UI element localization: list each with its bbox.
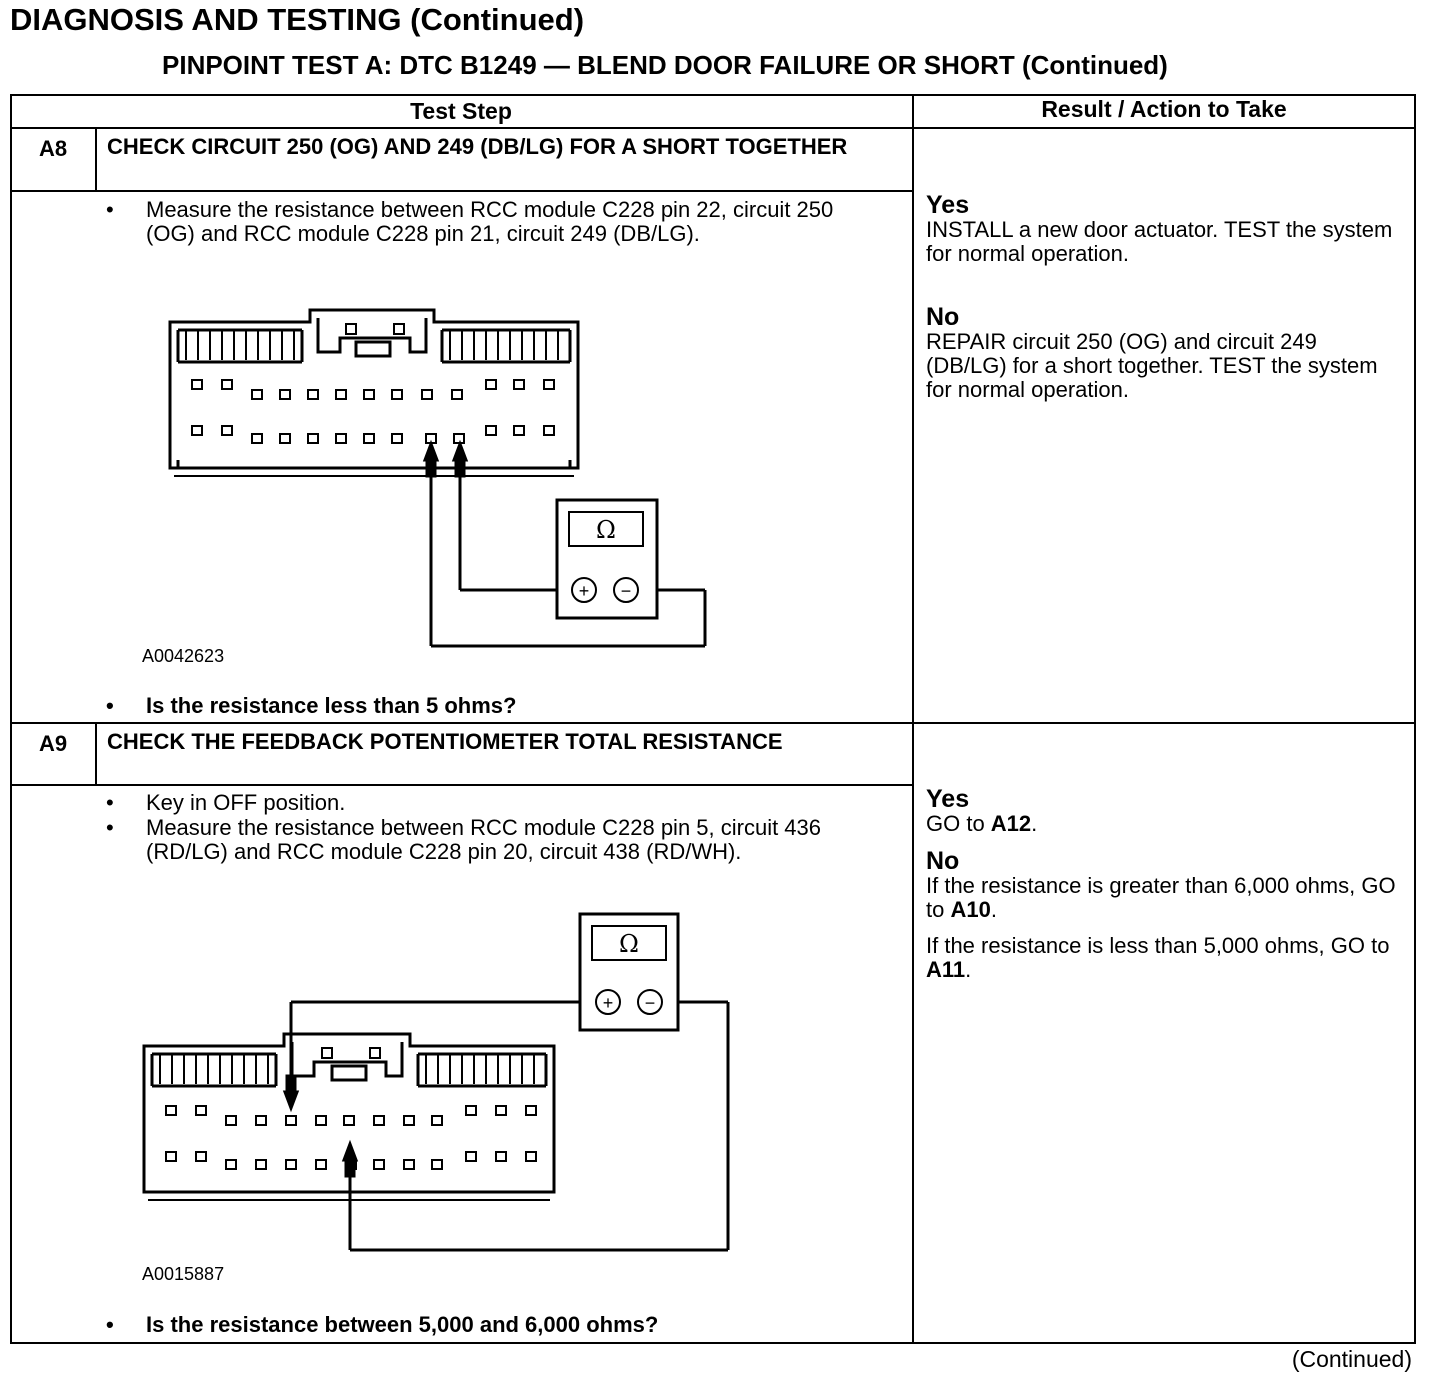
- step-title: CHECK CIRCUIT 250 (OG) AND 249 (DB/LG) FOR A SHORT TOGETHER: [107, 134, 848, 159]
- yes-suffix: .: [1031, 811, 1038, 836]
- connector-diagram-a9: [134, 906, 754, 1266]
- a9-id-divider: [95, 723, 97, 785]
- plus-terminal: +: [578, 581, 590, 601]
- question-text: Is the resistance between 5,000 and 6,000 ohms?: [146, 1312, 659, 1337]
- result-block-a9: [926, 786, 1396, 982]
- plus-terminal: +: [602, 993, 614, 1013]
- a9-title-divider: [10, 784, 914, 786]
- a8-title-divider: [10, 190, 914, 192]
- step-title: CHECK THE FEEDBACK POTENTIOMETER TOTAL RESISTANCE: [107, 729, 783, 754]
- no-line2-prefix: If the resistance is less than 5,000 ohms, GO to: [926, 933, 1390, 958]
- instruction-text: Key in OFF position.: [146, 790, 346, 815]
- question-text: Is the resistance less than 5 ohms?: [146, 693, 517, 718]
- figure-id: A0015887: [142, 1264, 225, 1284]
- yes-prefix: GO to: [926, 811, 991, 836]
- result-block-a8: [926, 192, 1396, 402]
- no-line1-suffix: .: [990, 897, 997, 922]
- minus-terminal: −: [620, 581, 632, 601]
- step-id: A9: [38, 731, 68, 756]
- continued-note: (Continued): [1291, 1346, 1412, 1372]
- no-line1-target-step: A10: [950, 897, 991, 922]
- row-divider: [10, 722, 1416, 724]
- yes-target-step: A12: [990, 811, 1032, 836]
- question-item: • Is the resistance between 5,000 and 6,000 ohms?: [106, 1313, 886, 1339]
- column-divider: [912, 94, 914, 1344]
- minus-terminal: −: [644, 993, 656, 1013]
- no-action: REPAIR circuit 250 (OG) and circuit 249 (DB/LG) for a short together. TEST the system for normal operation.: [926, 329, 1378, 402]
- column-header-test-step: Test Step: [410, 98, 512, 124]
- no-line1-prefix: If the resistance is greater than 6,000 ohms, GO to: [926, 873, 1396, 922]
- header-divider: [10, 127, 1416, 129]
- yes-label: Yes: [926, 191, 970, 219]
- column-header-result: Result / Action to Take: [1041, 96, 1287, 122]
- no-label: No: [926, 847, 960, 875]
- page-title: DIAGNOSIS AND TESTING (Continued): [10, 2, 585, 37]
- a8-id-divider: [95, 128, 97, 191]
- ohm-symbol: Ω: [596, 516, 616, 544]
- figure-id: A0042623: [142, 646, 225, 666]
- step-id: A8: [38, 136, 68, 161]
- instruction-item: • Measure the resistance between RCC module C228 pin 5, circuit 436 (RD/LG) and RCC module C228 pin 20, circuit 438 (RD/WH).: [106, 816, 886, 892]
- instruction-item: • Measure the resistance between RCC module C228 pin 22, circuit 250 (OG) and RCC module C228 pin 21, circuit 249 (DB/LG).: [106, 198, 886, 278]
- no-label: No: [926, 303, 960, 331]
- no-line2-target-step: A11: [926, 957, 966, 982]
- yes-action: INSTALL a new door actuator. TEST the system for normal operation.: [926, 217, 1393, 266]
- instruction-text: Measure the resistance between RCC module C228 pin 5, circuit 436 (RD/LG) and RCC module C228 pin 20, circuit 438 (RD/WH).: [146, 815, 822, 864]
- yes-label: Yes: [926, 785, 970, 813]
- question-item: • Is the resistance less than 5 ohms?: [106, 694, 886, 720]
- connector-diagram-a8: [160, 300, 720, 660]
- no-line2-suffix: .: [965, 957, 972, 982]
- ohm-symbol: Ω: [619, 930, 639, 958]
- pinpoint-test-title: PINPOINT TEST A: DTC B1249 — BLEND DOOR FAILURE OR SHORT (Continued): [162, 50, 1168, 80]
- instruction-text: Measure the resistance between RCC module C228 pin 22, circuit 250 (OG) and RCC module C228 pin 21, circuit 249 (DB/LG).: [146, 197, 834, 246]
- instruction-item: • Key in OFF position.: [106, 791, 886, 815]
